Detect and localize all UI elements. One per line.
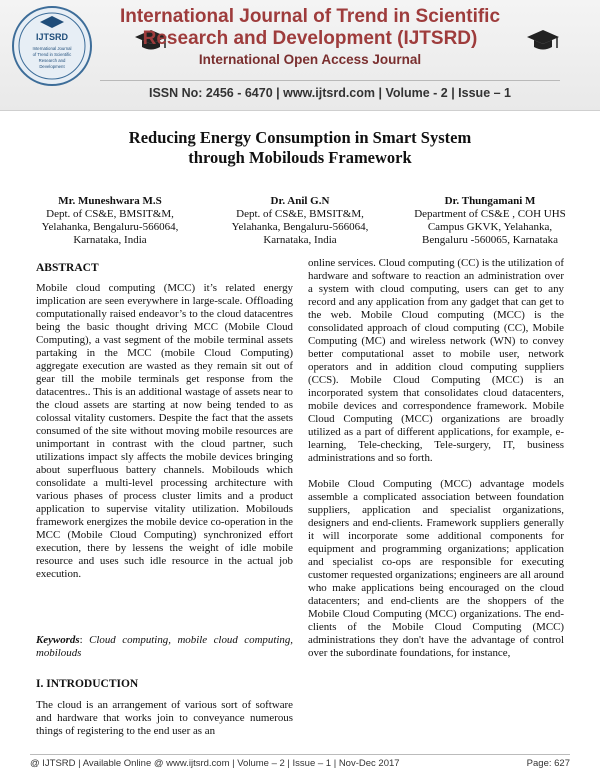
author-affiliation: Karnataka, India [263,234,337,246]
keywords-text: Cloud computing, mobile cloud computing, mobilouds [36,634,293,659]
journal-title-line: Research and Development (IJTSRD) [142,28,478,49]
author-name: Dr. Anil G.N [270,195,330,207]
page-number: Page: 627 [526,758,570,769]
author-affiliation: Dept. of CS&E, BMSIT&M, [46,208,174,220]
author-affiliation: Bengaluru -560065, Karnataka [422,234,558,246]
page-footer [30,754,570,769]
logo-line: Development [39,64,65,69]
paragraph: online services. Cloud computing (CC) is the utilization of hardware and software to reaction an administration over a system with cloud computing, users can get to any record and any application from any gadget that can get to the web. Mobile Cloud computing (MCC) is the consolidated approach of cloud computing (CC), Mobile Computing (MC) and wireless network (WN) to convey better computational asset to mobile user, network operators and in addition cloud computing suppliers (CCS). Mobile Cloud Computing (MCC) is an incorporated system that consolidates cloud datacenters, mobile devices and correspondence framework. Mobile Cloud Computing (MCC) organizations are broadly utilized as a part of different applications, for example, e-learning, Tele-checking, Tele-surgery, IT, business administrations and so forth. [308,257,564,464]
journal-banner [0,0,600,111]
logo-abbr: IJTSRD [35,32,68,42]
abstract-text: Mobile cloud computing (MCC) it’s related energy implication are seen everywhere in large-scale. Offloading computationally raised endeavor’s to the cloud datacentres being the basic thought driving MCC (Mobile Cloud Computing), a vast segment of the mobile terminal assets partaking in the MCC (mobile Cloud Computing) aggregate execution are wasted as they remain sit out of gear till the mobile terminals get response from the datacentres.. This is an additional wastage of assets near to the cloud assets are starting at now being tended to as colossal vitality customers. Despite the fact that the assets consumed of the site without moving mobile resources are unimportant in contrast with the cloud partner, such utilizations impact sly affects the mobile devices bringing about superfluous battery channels. Mobilouds which consolidate a multi-level processing architecture with various phases of process cluster limits and a product application to supervise vitality utilization. Mobilouds framework energizes the mobile device co-operation in the MCC (Mobile Cloud Computing) synchronized effort execution, there by lessens the weight of idle mobile resource and uses such idle resource in the actual job execution. [36,282,293,580]
footer-text: @ IJTSRD | Available Online @ www.ijtsrd.com | Volume – 2 | Issue – 1 | Nov-Dec 2017 [30,758,400,769]
journal-logo [12,6,92,86]
author-affiliation: Yelahanka, Bengaluru-566064, [231,221,369,233]
author-block [390,195,590,247]
author-affiliation: Karnataka, India [73,234,147,246]
author-affiliation: Campus GKVK, Yelahanka, [427,221,553,233]
paragraph: Mobile Cloud Computing (MCC) advantage models assemble a complicated association between foundation suppliers, application and specialist organizations, designers and end-clients. Framework suppliers generally it will incorporate some additional components for equipment and programming organizations; application and specialist co-ops are responsible for executing customer requested organizations; engineers are all around who make applications being encouraged on the cloud datacenters; and end-clients are the shoppers of the Mobile Cloud Computing (MCC) organizations. The end-clients of the Mobile Cloud Computing (MCC) administrations they don't have the advantage of control over the subordinate foundations, for instance, [308,478,564,659]
graduation-cap-icon [526,28,560,54]
logo-line: of Trend in Scientific [32,52,72,57]
intro-heading: I. INTRODUCTION [36,678,139,690]
intro-text: The cloud is an arrangement of various sort of software and hardware that works join to conveyance numerous things of registering to the end user as an [36,699,293,737]
author-name: Mr. Muneshwara M.S [58,195,162,207]
author-block [10,195,210,247]
author-block [200,195,400,247]
abstract-heading: ABSTRACT [36,262,99,274]
keywords-label: Keywords [36,634,80,646]
issn-line: ISSN No: 2456 - 6470 | www.ijtsrd.com | Volume - 2 | Issue – 1 [100,80,560,105]
author-affiliation: Dept. of CS&E, BMSIT&M, [236,208,364,220]
journal-title [100,6,520,50]
author-affiliation: Department of CS&E , COH UHS [414,208,566,220]
logo-line: Research and [38,58,66,63]
journal-title-line: International Journal of Trend in Scientific [119,6,501,27]
right-column [308,257,564,673]
paper-title-line: through Mobilouds Framework [188,148,412,167]
logo-line: International Journal [32,46,72,51]
journal-subtitle: International Open Access Journal [198,52,422,67]
author-name: Dr. Thungamani M [444,195,536,207]
keywords: Keywords: Cloud computing, mobile cloud computing, mobilouds [36,634,293,659]
paper-title-line: Reducing Energy Consumption in Smart System [128,128,472,147]
paper-title [0,128,600,168]
author-affiliation: Yelahanka, Bengaluru-566064, [41,221,179,233]
